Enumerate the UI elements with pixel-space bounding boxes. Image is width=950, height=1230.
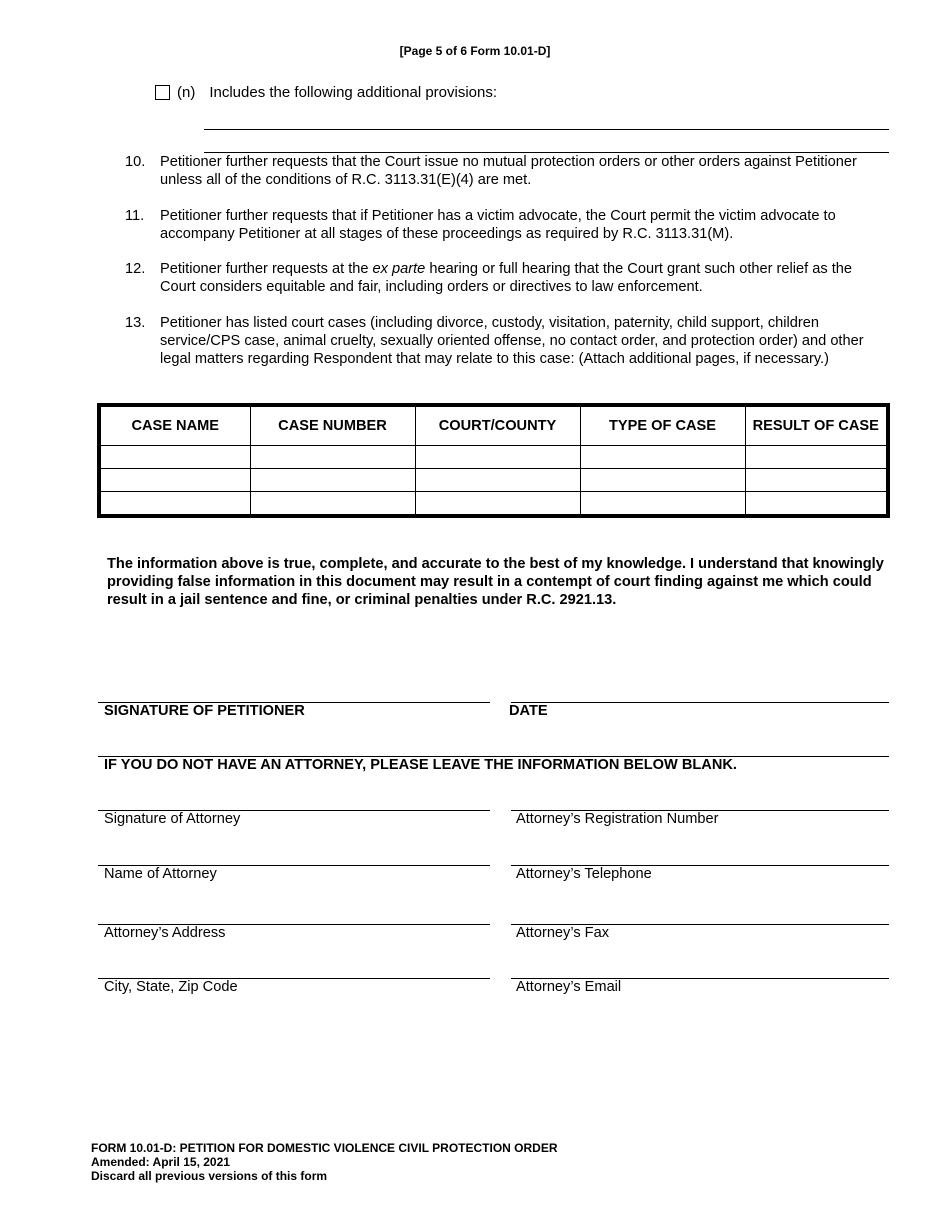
- table-cell[interactable]: [580, 469, 745, 492]
- attorney-city-state-zip-label: City, State, Zip Code: [104, 979, 238, 995]
- page-footer: [91, 1141, 557, 1183]
- attorney-address-label: Attorney’s Address: [104, 925, 226, 941]
- table-row: [99, 446, 888, 469]
- table-cell[interactable]: [580, 446, 745, 469]
- table-cell[interactable]: [99, 469, 250, 492]
- provision-n-checkbox[interactable]: [155, 85, 170, 100]
- table-cell[interactable]: [99, 446, 250, 469]
- footer-form-title: FORM 10.01-D: PETITION FOR DOMESTIC VIOLENCE CIVIL PROTECTION ORDER: [91, 1141, 558, 1155]
- paragraph-10: [125, 153, 890, 189]
- table-cell[interactable]: [250, 492, 415, 517]
- provision-n-row: [155, 84, 497, 101]
- table-cell[interactable]: [415, 446, 580, 469]
- attorney-fax-label: Attorney’s Fax: [516, 925, 610, 941]
- paragraph-text-after: hearing or full hearing that the Court grant such other relief as the Court considers equitable and fair, including orders or directives to law enforcement.: [160, 261, 852, 295]
- paragraph-text: Petitioner has listed court cases (including divorce, custody, visitation, paternity, child support, children service/CPS case, animal cruelty, sexually oriented offense, no contact order, and protection order) and other legal matters regarding Respondent that may relate to this case: (Attach additional pages, if necessary.): [160, 315, 864, 367]
- table-cell[interactable]: [250, 469, 415, 492]
- col-case-number: CASE NUMBER: [250, 405, 415, 446]
- attorney-registration-label: Attorney’s Registration Number: [516, 811, 719, 827]
- col-case-name: CASE NAME: [99, 405, 250, 446]
- paragraph-text-before: Petitioner further requests at the: [160, 261, 373, 277]
- attorney-signature-label: Signature of Attorney: [104, 811, 241, 827]
- paragraph-text-italic: ex parte: [372, 261, 426, 277]
- table-cell[interactable]: [745, 446, 888, 469]
- footer-discard-note: Discard all previous versions of this form: [91, 1169, 328, 1183]
- footer-amended: Amended: April 15, 2021: [91, 1155, 230, 1169]
- table-row: [99, 469, 888, 492]
- table-cell[interactable]: [250, 446, 415, 469]
- attorney-notice: IF YOU DO NOT HAVE AN ATTORNEY, PLEASE LEAVE THE INFORMATION BELOW BLANK.: [104, 757, 737, 773]
- declaration-statement: The information above is true, complete, and accurate to the best of my knowledge. I understand that knowingly providing false information in this document may result in a contempt of court finding against me which could result in a jail sentence and fine, or criminal penalties under R.C. 2921.13.: [107, 556, 884, 608]
- col-result-of-case: RESULT OF CASE: [745, 405, 888, 446]
- attorney-name-label: Name of Attorney: [104, 866, 217, 882]
- paragraph-text: [160, 260, 890, 296]
- table-cell[interactable]: [415, 469, 580, 492]
- case-table-header-row: [99, 405, 888, 446]
- paragraph-text: Petitioner further requests that the Court issue no mutual protection orders or other orders against Petitioner unless all of the conditions of R.C. 3113.31(E)(4) are met.: [160, 154, 857, 188]
- provision-n-line-1[interactable]: [204, 129, 889, 130]
- date-label: DATE: [509, 703, 548, 719]
- paragraph-number: 10.: [125, 154, 146, 170]
- date-line[interactable]: [511, 702, 889, 703]
- provision-n-letter: (n): [177, 84, 196, 101]
- table-cell[interactable]: [745, 469, 888, 492]
- paragraph-11: [125, 207, 890, 243]
- case-table: [97, 403, 890, 518]
- paragraph-number: 11.: [125, 208, 145, 224]
- table-cell[interactable]: [415, 492, 580, 517]
- paragraph-number: 12.: [125, 261, 146, 277]
- petitioner-signature-label: SIGNATURE OF PETITIONER: [104, 703, 305, 719]
- table-cell[interactable]: [580, 492, 745, 517]
- attorney-email-label: Attorney’s Email: [516, 979, 622, 995]
- paragraph-text: Petitioner further requests that if Petitioner has a victim advocate, the Court permit the victim advocate to accompany Petitioner at all stages of these proceedings as required by R.C. 3113.31(M).: [160, 208, 836, 242]
- attorney-telephone-label: Attorney’s Telephone: [516, 866, 652, 882]
- page-header: [Page 5 of 6 Form 10.01-D]: [399, 44, 551, 58]
- paragraph-13: [125, 314, 890, 368]
- table-row: [99, 492, 888, 517]
- paragraph-number: 13.: [125, 315, 146, 331]
- col-type-of-case: TYPE OF CASE: [580, 405, 745, 446]
- table-cell[interactable]: [99, 492, 250, 517]
- provision-n-text: Includes the following additional provisions:: [209, 84, 498, 101]
- col-court-county: COURT/COUNTY: [415, 405, 580, 446]
- table-cell[interactable]: [745, 492, 888, 517]
- paragraph-12: [125, 260, 890, 296]
